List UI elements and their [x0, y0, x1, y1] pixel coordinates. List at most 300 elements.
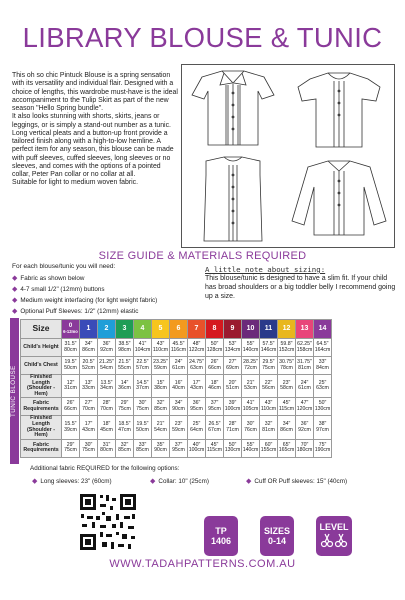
table-cell — [152, 375, 170, 398]
size-header-6 — [170, 320, 188, 339]
table-cell — [80, 357, 98, 375]
cell-cm: 97cm — [316, 426, 329, 433]
cell-cm: 50cm — [136, 426, 149, 433]
cell-cm: 72cm — [244, 364, 257, 371]
option-cuff-puff — [246, 477, 347, 485]
description-paragraph: Long vertical pleats and a button-up front provide a tailored finish along with a high-to-low hemline. A perfect item for any season, this blouse can be made with puff sleeves, cuffed sleeves, long sleeves or no sleeves, and comes with the options of a pointed collar, Peter Pan collar or no collar at all. — [12, 129, 174, 178]
cell-inches: 21" — [246, 379, 255, 386]
cell-cm: 80cm — [100, 447, 113, 454]
table-cell — [260, 416, 278, 439]
cell-cm: 69cm — [226, 364, 239, 371]
cell-cm: 130cm — [224, 447, 241, 454]
cell-inches: 55" — [246, 340, 255, 347]
table-cell — [206, 398, 224, 416]
table-cell — [224, 398, 242, 416]
size-number: 1 — [86, 325, 91, 333]
cell-inches: 34" — [174, 400, 183, 407]
cell-inches: 43" — [156, 340, 165, 347]
cell-cm: 85cm — [118, 447, 131, 454]
cell-cm: 86cm — [82, 346, 95, 353]
table-row — [21, 357, 332, 375]
table-cell — [152, 339, 170, 357]
cell-cm: 120cm — [296, 405, 313, 412]
table-cell — [206, 339, 224, 357]
cell-inches: 25" — [192, 420, 201, 427]
cell-cm: 110cm — [152, 346, 169, 353]
cell-inches: 28" — [228, 420, 237, 427]
cell-inches: 16" — [174, 379, 183, 386]
table-cell — [80, 375, 98, 398]
table-cell — [98, 416, 116, 439]
cell-cm: 100cm — [224, 405, 241, 412]
row-label: Child's Chest — [21, 357, 62, 375]
size-header-13 — [296, 320, 314, 339]
cell-inches: 18" — [102, 420, 111, 427]
table-cell — [224, 375, 242, 398]
cell-inches: 36" — [300, 420, 309, 427]
cell-cm: 115cm — [278, 405, 295, 412]
size-table — [20, 319, 332, 458]
size-number: 7 — [194, 325, 199, 333]
materials-item-label: 4-7 small 1/2" (12mm) buttons — [20, 286, 105, 293]
cell-cm: 54cm — [154, 426, 167, 433]
level-label: LEVEL — [319, 522, 349, 532]
table-cell — [170, 357, 188, 375]
cell-inches: 20" — [228, 379, 237, 386]
size-number: 9 — [230, 325, 235, 333]
size-number: 0 — [68, 323, 73, 329]
cell-cm: 90cm — [154, 447, 167, 454]
cell-inches: 26" — [66, 400, 75, 407]
cell-inches: 59.8" — [280, 340, 293, 347]
cell-cm: 45cm — [100, 426, 113, 433]
cell-cm: 33cm — [82, 385, 95, 392]
table-cell — [134, 339, 152, 357]
size-header-14 — [314, 320, 332, 339]
cell-inches: 31" — [102, 441, 111, 448]
cell-cm: 39cm — [64, 426, 77, 433]
cell-cm: 84cm — [316, 364, 329, 371]
size-header-3 — [116, 320, 134, 339]
cell-cm: 61cm — [172, 364, 185, 371]
cell-cm: 110cm — [260, 405, 277, 412]
qr-code-icon — [78, 492, 138, 552]
cell-cm: 58cm — [280, 385, 293, 392]
option-label: Cuff OR Puff sleeves: 15" (40cm) — [254, 478, 348, 485]
table-cell — [296, 416, 314, 439]
row-label: Finished Length (Shoulder - Hem) — [21, 416, 62, 439]
table-cell — [62, 357, 80, 375]
cell-cm: 100cm — [188, 447, 205, 454]
cell-inches: 17" — [192, 379, 201, 386]
size-number: 2 — [104, 325, 109, 333]
cell-cm: 51cm — [226, 385, 239, 392]
cell-cm: 140cm — [242, 447, 259, 454]
table-cell — [116, 416, 134, 439]
table-cell — [170, 375, 188, 398]
cell-cm: 92cm — [298, 426, 311, 433]
cell-cm: 53cm — [244, 385, 257, 392]
cell-inches: 75" — [318, 441, 327, 448]
cell-cm: 90cm — [172, 405, 185, 412]
materials-item — [12, 295, 212, 306]
cell-cm: 165cm — [278, 447, 295, 454]
cell-inches: 13.5" — [100, 379, 113, 386]
cell-cm: 55cm — [118, 364, 131, 371]
table-cell — [62, 439, 80, 457]
cell-inches: 12" — [66, 379, 75, 386]
cell-inches: 37" — [174, 441, 183, 448]
table-cell — [98, 398, 116, 416]
cell-cm: 70cm — [82, 405, 95, 412]
table-cell — [98, 357, 116, 375]
cell-cm: 66cm — [208, 364, 221, 371]
cell-cm: 40cm — [172, 385, 185, 392]
table-cell — [278, 398, 296, 416]
cell-cm: 158cm — [296, 346, 313, 353]
materials-item — [12, 306, 212, 317]
cell-cm: 190cm — [314, 447, 331, 454]
cell-cm: 66cm — [64, 405, 77, 412]
materials-intro: For each blouse/tunic you will need: — [12, 263, 116, 270]
cell-inches: 13" — [84, 379, 93, 386]
cell-cm: 36cm — [118, 385, 131, 392]
table-cell — [260, 375, 278, 398]
cell-inches: 60" — [264, 441, 273, 448]
cell-inches: 32" — [156, 400, 165, 407]
cell-inches: 23.25" — [153, 358, 168, 365]
cell-inches: 53" — [228, 340, 237, 347]
materials-item-label: Fabric as shown below — [20, 275, 85, 282]
materials-item-label: Optional Puff Sleeves: 1/2" (12mm) elastic — [20, 308, 139, 315]
cell-cm: 64cm — [190, 426, 203, 433]
size-header-12 — [278, 320, 296, 339]
table-cell — [116, 339, 134, 357]
table-cell — [242, 375, 260, 398]
size-header-5 — [152, 320, 170, 339]
cell-cm: 34cm — [100, 385, 113, 392]
cell-inches: 15" — [156, 379, 165, 386]
cell-inches: 62.25" — [297, 340, 312, 347]
cell-inches: 70" — [300, 441, 309, 448]
additional-fabric-heading: Additional fabric REQUIRED for the following options: — [30, 465, 180, 472]
level-badge — [316, 516, 352, 556]
cell-cm: 95cm — [190, 405, 203, 412]
size-number: 13 — [300, 325, 309, 333]
size-table-header — [21, 320, 332, 339]
table-cell — [296, 375, 314, 398]
table-cell — [188, 398, 206, 416]
table-cell — [170, 398, 188, 416]
row-label: Fabric Requirements — [21, 439, 62, 457]
table-cell — [116, 398, 134, 416]
row-label: Fabric Requirements — [21, 398, 62, 416]
size-number: 4 — [140, 325, 145, 333]
cell-cm: 98cm — [118, 346, 131, 353]
cell-cm: 47cm — [118, 426, 131, 433]
cell-cm: 128cm — [206, 346, 223, 353]
table-cell — [242, 398, 260, 416]
table-cell — [80, 439, 98, 457]
diamond-bullet-icon: ◆ — [246, 478, 252, 485]
cell-cm: 81cm — [298, 364, 311, 371]
cell-cm: 43cm — [190, 385, 203, 392]
cell-cm: 75cm — [262, 364, 275, 371]
table-cell — [296, 398, 314, 416]
table-cell — [152, 357, 170, 375]
table-cell — [224, 439, 242, 457]
cell-inches: 41" — [138, 340, 147, 347]
cell-inches: 32" — [264, 420, 273, 427]
cell-inches: 29.5" — [262, 358, 275, 365]
table-cell — [314, 416, 332, 439]
cell-inches: 43" — [264, 400, 273, 407]
diamond-bullet-icon: ◆ — [150, 478, 156, 485]
table-cell — [242, 357, 260, 375]
description-paragraph: This oh so chic Pintuck Blouse is a spring sensation with its versatility and individual flair. Designed with a choice of lengths, this wardrobe must-have is the ideal accompaniment to the Tulip Skirt as part of the new season "Hello Spring bundle". — [12, 72, 178, 112]
cell-cm: 67cm — [208, 426, 221, 433]
size-header-9 — [224, 320, 242, 339]
cell-inches: 26.5" — [208, 420, 221, 427]
cell-inches: 23" — [282, 379, 291, 386]
cell-cm: 85cm — [154, 405, 167, 412]
diamond-bullet-icon: ◆ — [12, 297, 18, 304]
table-cell — [278, 339, 296, 357]
table-cell — [206, 357, 224, 375]
table-cell — [242, 439, 260, 457]
cell-inches: 18.5" — [118, 420, 131, 427]
table-cell — [98, 439, 116, 457]
cell-inches: 41" — [246, 400, 255, 407]
table-cell — [188, 339, 206, 357]
size-number: 5 — [158, 325, 163, 333]
sizing-note-title: A little note about sizing: — [205, 265, 326, 274]
cell-cm: 155cm — [260, 447, 277, 454]
cell-cm: 85cm — [136, 447, 149, 454]
cell-inches: 26" — [210, 358, 219, 365]
sizes-badge — [260, 516, 294, 556]
scissors-icon — [319, 532, 349, 548]
diamond-bullet-icon: ◆ — [12, 275, 18, 282]
cell-inches: 50" — [210, 340, 219, 347]
table-cell — [152, 439, 170, 457]
table-cell — [278, 357, 296, 375]
cell-inches: 50" — [228, 441, 237, 448]
diamond-bullet-icon: ◆ — [12, 308, 18, 315]
cell-cm: 86cm — [280, 426, 293, 433]
garment-sketches — [181, 64, 395, 248]
cell-inches: 57.5" — [262, 340, 275, 347]
pattern-code-line1: TP — [215, 526, 227, 536]
cell-cm: 95cm — [208, 405, 221, 412]
cell-inches: 27" — [228, 358, 237, 365]
cell-cm: 146cm — [260, 346, 277, 353]
table-cell — [260, 439, 278, 457]
size-header-8 — [206, 320, 224, 339]
cell-inches: 34" — [84, 340, 93, 347]
cell-cm: 76cm — [244, 426, 257, 433]
table-cell — [206, 439, 224, 457]
materials-item — [12, 284, 212, 295]
size-column-label: Size — [21, 320, 62, 339]
table-cell — [98, 339, 116, 357]
cell-inches: 19.5" — [64, 358, 77, 365]
cell-inches: 38" — [318, 420, 327, 427]
table-cell — [278, 375, 296, 398]
option-collar — [150, 477, 209, 485]
cell-cm: 46cm — [208, 385, 221, 392]
cell-cm: 75cm — [118, 405, 131, 412]
cell-cm: 59cm — [154, 364, 167, 371]
table-cell — [188, 357, 206, 375]
cell-cm: 140cm — [242, 346, 259, 353]
table-cell — [116, 375, 134, 398]
size-number: 14 — [318, 325, 327, 333]
cell-cm: 130cm — [314, 405, 331, 412]
cell-inches: 29" — [66, 441, 75, 448]
cell-inches: 15.5" — [64, 420, 77, 427]
size-number: 11 — [264, 325, 273, 333]
cell-inches: 33" — [138, 441, 147, 448]
option-label: Collar: 10" (25cm) — [158, 478, 209, 485]
cell-cm: 50cm — [64, 364, 77, 371]
table-cell — [116, 439, 134, 457]
diamond-bullet-icon: ◆ — [12, 286, 18, 293]
table-cell — [296, 339, 314, 357]
cell-inches: 30" — [246, 420, 255, 427]
cell-inches: 39" — [228, 400, 237, 407]
table-cell — [134, 375, 152, 398]
table-cell — [224, 357, 242, 375]
table-cell — [170, 339, 188, 357]
cell-cm: 134cm — [224, 346, 241, 353]
cell-inches: 33" — [318, 358, 327, 365]
cell-inches: 24.75" — [189, 358, 204, 365]
cell-inches: 36" — [102, 340, 111, 347]
cell-inches: 31.5" — [64, 340, 77, 347]
cell-inches: 22" — [264, 379, 273, 386]
cell-inches: 14.5" — [136, 379, 149, 386]
size-header-7 — [188, 320, 206, 339]
cell-inches: 14" — [120, 379, 129, 386]
cell-inches: 30" — [138, 400, 147, 407]
cell-cm: 105cm — [242, 405, 259, 412]
size-header-10 — [242, 320, 260, 339]
pattern-code-line2: 1406 — [210, 536, 232, 546]
cell-cm: 61cm — [298, 385, 311, 392]
table-cell — [134, 416, 152, 439]
table-row — [21, 416, 332, 439]
cell-inches: 24" — [174, 358, 183, 365]
cell-inches: 35" — [156, 441, 165, 448]
pattern-code-badge — [204, 516, 238, 556]
cell-inches: 34" — [282, 420, 291, 427]
cell-cm: 31cm — [64, 385, 77, 392]
table-cell — [278, 416, 296, 439]
table-row — [21, 339, 332, 357]
table-cell — [62, 416, 80, 439]
table-cell — [224, 339, 242, 357]
materials-item — [12, 273, 212, 284]
cell-inches: 30" — [84, 441, 93, 448]
cell-inches: 40" — [192, 441, 201, 448]
side-label: TUNIC BLOUSE — [10, 365, 17, 417]
table-cell — [188, 439, 206, 457]
cell-inches: 28" — [102, 400, 111, 407]
table-cell — [260, 339, 278, 357]
cell-cm: 54cm — [100, 364, 113, 371]
table-cell — [224, 416, 242, 439]
option-label: Long sleeves: 23" (60cm) — [40, 478, 112, 485]
cell-cm: 57cm — [136, 364, 149, 371]
cell-inches: 27" — [84, 400, 93, 407]
cell-inches: 45" — [210, 441, 219, 448]
cell-cm: 52cm — [82, 364, 95, 371]
table-cell — [206, 375, 224, 398]
footer-url: WWW.TADAHPATTERNS.COM.AU — [109, 558, 296, 570]
table-cell — [314, 398, 332, 416]
description — [12, 72, 178, 188]
table-cell — [116, 357, 134, 375]
table-cell — [134, 398, 152, 416]
size-sublabel: 6-12mo — [63, 329, 78, 334]
cell-cm: 80cm — [64, 346, 77, 353]
cell-inches: 45.5" — [172, 340, 185, 347]
cell-cm: 95cm — [172, 447, 185, 454]
qr-code-image — [78, 492, 138, 552]
row-label: Finished Length (Shoulder - Hem) — [21, 375, 62, 398]
description-paragraph: It also looks stunning with shorts, skirts, jeans or leggings, or is simply a stand-out number as a tunic. — [12, 113, 171, 129]
size-header-11 — [260, 320, 278, 339]
size-number: 10 — [246, 325, 255, 333]
cell-cm: 78cm — [280, 364, 293, 371]
sizing-note-text: This blouse/tunic is designed to have a slim fit. If your child has broad shoulders or a big toddler belly I recommend going up a size. — [205, 275, 396, 300]
size-number: 8 — [212, 325, 217, 333]
table-cell — [278, 439, 296, 457]
cell-cm: 56cm — [262, 385, 275, 392]
cell-cm: 71cm — [226, 426, 239, 433]
table-cell — [296, 357, 314, 375]
cell-inches: 65" — [282, 441, 291, 448]
table-cell — [134, 357, 152, 375]
cell-inches: 21.25" — [99, 358, 114, 365]
cell-inches: 32" — [120, 441, 129, 448]
table-cell — [98, 375, 116, 398]
table-cell — [170, 416, 188, 439]
cell-inches: 48" — [192, 340, 201, 347]
materials-item-label: Medium weight interfacing (for light weight fabric) — [20, 297, 158, 304]
cell-inches: 28.25" — [243, 358, 258, 365]
cell-inches: 50" — [318, 400, 327, 407]
cell-cm: 75cm — [82, 447, 95, 454]
table-cell — [188, 375, 206, 398]
cell-inches: 30.75" — [279, 358, 294, 365]
sizing-note — [205, 265, 397, 301]
size-header-0 — [62, 320, 80, 339]
cell-inches: 38.5" — [118, 340, 131, 347]
cell-inches: 31.75" — [297, 358, 312, 365]
cell-cm: 75cm — [136, 405, 149, 412]
cell-cm: 81cm — [262, 426, 275, 433]
table-cell — [188, 416, 206, 439]
cell-inches: 20.5" — [82, 358, 95, 365]
cell-inches: 19.5" — [136, 420, 149, 427]
table-cell — [314, 357, 332, 375]
table-cell — [134, 439, 152, 457]
table-row — [21, 398, 332, 416]
table-cell — [62, 375, 80, 398]
size-number: 6 — [176, 325, 181, 333]
